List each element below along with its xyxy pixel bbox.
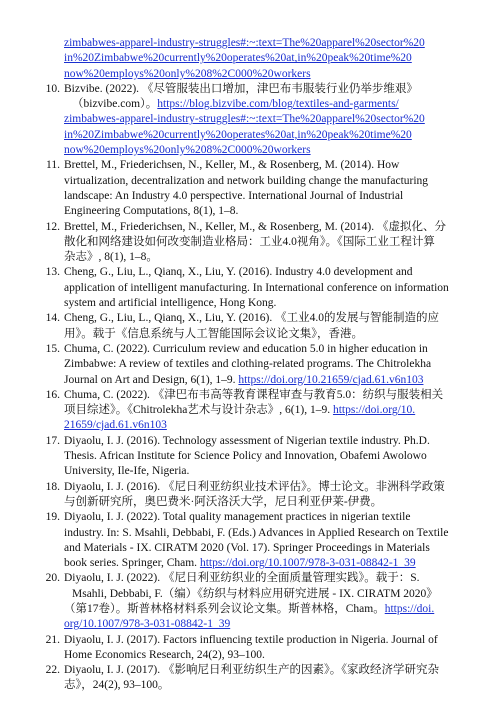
reference-link[interactable]: https://blog.bizvibe.com/blog/textiles-and-garments/ bbox=[157, 98, 399, 111]
reference-text: Diyaolu, I. J. (2022). Total quality management practices in nigerian textile bbox=[64, 511, 411, 524]
reference-text: industry. In: S. Msahli, Debbabi, F. (Eds.) Advances in Applied Research on Textile bbox=[64, 526, 449, 539]
reference-text: Home Economics Research, 24(2), 93–100. bbox=[64, 648, 265, 661]
reference-text: Diyaolu, I. J. (2016). Technology assessment of Nigerian textile industry. Ph.D. bbox=[64, 434, 430, 447]
reference-number: 18. bbox=[45, 480, 60, 493]
reference-link[interactable]: zimbabwes-apparel-industry-struggles#:~:text=The%20apparel%20sector%20 bbox=[64, 37, 425, 49]
reference-item bbox=[28, 480, 474, 511]
reference-text: Journal on Art and Design, 6(1), 1–9. https://doi.org/10.21659/cjad.61.v6n103 bbox=[64, 373, 424, 386]
reference-number: 10. bbox=[45, 82, 60, 95]
reference-text: Thesis. African Institute for Science Policy and Innovation, Obafemi Awolowo bbox=[64, 450, 427, 463]
reference-text: University, Ile-Ife, Nigeria. bbox=[64, 465, 190, 478]
reference-link[interactable]: org/10.1007/978-3-031-08842-1_39 bbox=[64, 618, 231, 631]
reference-text: Brettel, M., Friederichsen, N., Keller, M., & Rosenberg, M. (2014). 《虚拟化、分 bbox=[64, 220, 446, 233]
reference-text: landscape: An Industry 4.0 perspective. International Journal of Industrial bbox=[64, 189, 404, 202]
reference-link[interactable]: 21659/cjad.61.v6n103 bbox=[64, 419, 167, 432]
reference-item bbox=[28, 663, 474, 694]
reference-text: （bizvibe.com）。https://blog.bizvibe.com/blog/textiles-and-garments/ bbox=[72, 98, 399, 111]
reference-text: Brettel, M., Friederichsen, N., Keller, M., & Rosenberg, M. (2014). How bbox=[64, 159, 400, 172]
reference-text: 散化和网络建设如何改变制造业格局：工业4.0视角》。《国际工业工程计算 bbox=[64, 235, 435, 248]
reference-link[interactable]: zimbabwes-apparel-industry-struggles#:~:text=The%20apparel%20sector%20 bbox=[64, 113, 425, 126]
reference-item bbox=[28, 388, 474, 434]
reference-text: Cheng, G., Liu, L., Qianq, X., Liu, Y. (2016). Industry 4.0 development and bbox=[64, 266, 413, 279]
reference-text: Zimbabwe: A review of textiles and clothing-related programs. The Chitrolekha bbox=[64, 358, 432, 371]
reference-link[interactable]: now%20employs%20only%208%2C000%20workers bbox=[64, 144, 311, 157]
reference-item bbox=[28, 633, 474, 664]
reference-text: （第17卷）。斯普林格材料系列会议论文集。斯普林格，Cham。https://doi. bbox=[64, 602, 435, 615]
reference-text: Diyaolu, I. J. (2017). 《影响尼日利亚纺织生产的因素》。《家政经济学研究杂 bbox=[64, 664, 440, 677]
reference-text: 用》。载于《信息系统与人工智能国际会议论文集》，香港。 bbox=[64, 327, 363, 340]
reference-number: 17. bbox=[45, 434, 60, 447]
reference-text: Engineering Computations, 8(1), 1–8. bbox=[64, 205, 239, 218]
reference-number: 14. bbox=[45, 312, 60, 325]
reference-text: Chuma, C. (2022). 《津巴布韦高等教育课程审查与教育5.0：纺织与服装相关 bbox=[64, 388, 444, 401]
reference-link[interactable]: in%20Zimbabwe%20currently%20operates%20at,in%20peak%20time%20 bbox=[64, 128, 412, 141]
reference-text: Msahli, Debbabi, F.（编）《纺织与材料应用研究进展 - IX. CIRATM 2020》 bbox=[72, 587, 438, 600]
reference-item bbox=[28, 434, 474, 480]
reference-number: 19. bbox=[45, 511, 60, 524]
reference-number: 13. bbox=[45, 266, 60, 279]
reference-link[interactable]: https://doi.org/10.21659/cjad.61.v6n103 bbox=[238, 373, 424, 386]
reference-text: Diyaolu, I. J. (2016). 《尼日利亚纺织业技术评估》。博士论文。非洲科学政策 bbox=[64, 480, 445, 493]
reference-text: 志》，24(2), 93–100。 bbox=[64, 679, 170, 692]
reference-number: 12. bbox=[45, 220, 60, 233]
reference-item bbox=[28, 220, 474, 266]
reference-link[interactable]: now%20employs%20only%208%2C000%20workers bbox=[64, 67, 311, 80]
reference-link[interactable]: in%20Zimbabwe%20currently%20operates%20at,in%20peak%20time%20 bbox=[64, 52, 412, 65]
reference-number: 15. bbox=[45, 342, 60, 355]
reference-number: 11. bbox=[46, 159, 60, 172]
reference-item bbox=[28, 571, 474, 632]
reference-text: and Materials - IX. CIRATM 2020 (Vol. 17). Springer Proceedings in Materials bbox=[64, 541, 430, 554]
reference-text: Diyaolu, I. J. (2022). 《尼日利亚纺织业的全面质量管理实践》。载于：S. bbox=[64, 572, 420, 585]
reference-link[interactable]: https://doi.org/10. bbox=[332, 404, 416, 417]
reference-text: 与创新研究所，奥巴费米·阿沃洛沃大学，尼日利亚伊莱-伊费。 bbox=[64, 495, 383, 508]
reference-text: application of intelligent manufacturing. In International conference on information bbox=[64, 281, 449, 294]
reference-item bbox=[28, 311, 474, 342]
reference-text: Bizvibe. (2022). 《尽管服装出口增加，津巴布韦服装行业仍举步维艰》 bbox=[64, 82, 418, 95]
reference-number: 16. bbox=[45, 388, 60, 401]
reference-text: Cheng, G., Liu, L., Qianq, X., Liu, Y. (2016). 《工业4.0的发展与智能制造的应 bbox=[64, 312, 440, 325]
reference-text: system and artificial intelligence, Hong Kong. bbox=[64, 297, 277, 310]
reference-number: 22. bbox=[45, 664, 60, 677]
reference-link[interactable]: https://doi. bbox=[384, 602, 435, 615]
reference-text: Diyaolu, I. J. (2017). Factors influencing textile production in Nigeria. Journal of bbox=[64, 633, 438, 646]
reference-item bbox=[28, 82, 474, 158]
reference-link[interactable]: https://doi.org/10.1007/978-3-031-08842-1_39 bbox=[199, 557, 416, 570]
reference-number: 20. bbox=[45, 572, 60, 585]
reference-item bbox=[28, 510, 474, 571]
reference-number: 21. bbox=[45, 633, 60, 646]
reference-text: 杂志》, 8(1), 1–8。 bbox=[64, 251, 158, 264]
reference-text: virtualization, decentralization and network building change the manufacturing bbox=[64, 174, 429, 187]
reference-text: 项目综述》。《Chitrolekha艺术与设计杂志》, 6(1), 1–9. https://doi.org/10. bbox=[64, 404, 416, 417]
reference-list bbox=[28, 36, 474, 694]
reference-item bbox=[28, 158, 474, 219]
reference-text: Chuma, C. (2022). Curriculum review and education 5.0 in higher education in bbox=[64, 342, 428, 355]
reference-item bbox=[28, 265, 474, 311]
reference-continuation bbox=[28, 36, 474, 82]
reference-item bbox=[28, 342, 474, 388]
reference-text: book series. Springer, Cham. https://doi.org/10.1007/978-3-031-08842-1_39 bbox=[64, 557, 416, 570]
